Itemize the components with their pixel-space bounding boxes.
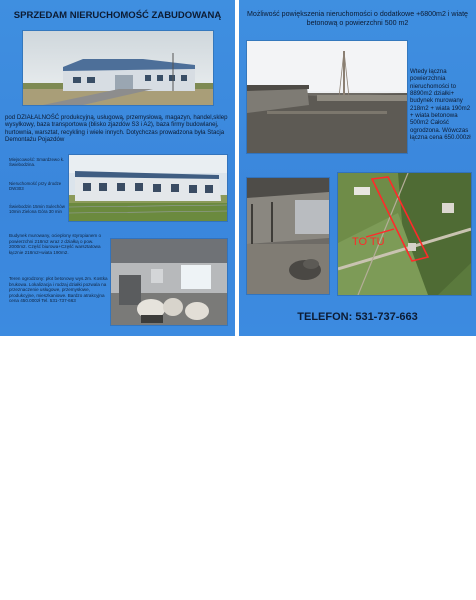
right-flyer xyxy=(239,0,476,336)
phone-number: TELEFON: 531-737-663 xyxy=(297,311,418,323)
building-exterior-photo xyxy=(22,30,214,106)
map-marker-label: TO TU xyxy=(352,236,385,248)
building-details: Budynek murowany, ocieplony styropianem o powierzchni 218m2 wraz z działką o pow. 2000m2. Część biurowa+Część warsztatowa łącznie 218m2+wiata 190m2. xyxy=(9,233,102,255)
extension-title: Możliwość powiększenia nieruchomości o dodatkowe +6800m2 i wiatę betonową o powierzchni 500 m2 xyxy=(246,10,468,27)
location-text: Miejscowość: Smardzewo k. Świebodzina. xyxy=(9,157,65,168)
left-flyer xyxy=(0,0,235,336)
land-details: Teren ogrodzony: płot betonowy wys.2m. Kostka brukowa. Lokalizacja i rodzaj działki pozwala na przeznaczenie usługowe, przemysłowe, produkcyjne, mieszkaniowe. Bardzo atrakcyjna cena 450.000zł Tel. 531-737-663 xyxy=(9,276,108,303)
road-text: Nieruchomość przy drodze DW303 xyxy=(9,181,62,192)
warehouse-interior-photo xyxy=(110,238,228,326)
property-description: pod DZIAŁALNOŚĆ produkcyjną, usługową, przemysłową, magazyn, handel,sklep wysyłkowy, baza transportowa (blisko zjazdów S3 i A2), baza firmy budowlanej, hurtownia, warsztat, recykling i wiele innych. Dotychczas prowadzona była Stacja Demontażu Pojazdów xyxy=(5,114,228,143)
building-side-photo xyxy=(68,154,228,222)
distances-text: Świebodzin 15min Sulechów 10min Zielona Góra 30 min xyxy=(9,204,65,215)
extension-description: Wtedy łączna powierzchnia nieruchomości to 8890m2 działki+ budynek murowany 218m2 + wiata 190m2 + wiata betonowa 500m2 Całość ogrodzona. Wówczas łączna cena 650.000zł xyxy=(410,68,471,141)
shed-interior-photo xyxy=(246,177,330,295)
concrete-shed-photo xyxy=(246,40,408,154)
flyer-title: SPRZEDAM NIERUCHOMOŚĆ ZABUDOWANĄ xyxy=(13,10,222,21)
aerial-map-photo xyxy=(337,172,472,296)
